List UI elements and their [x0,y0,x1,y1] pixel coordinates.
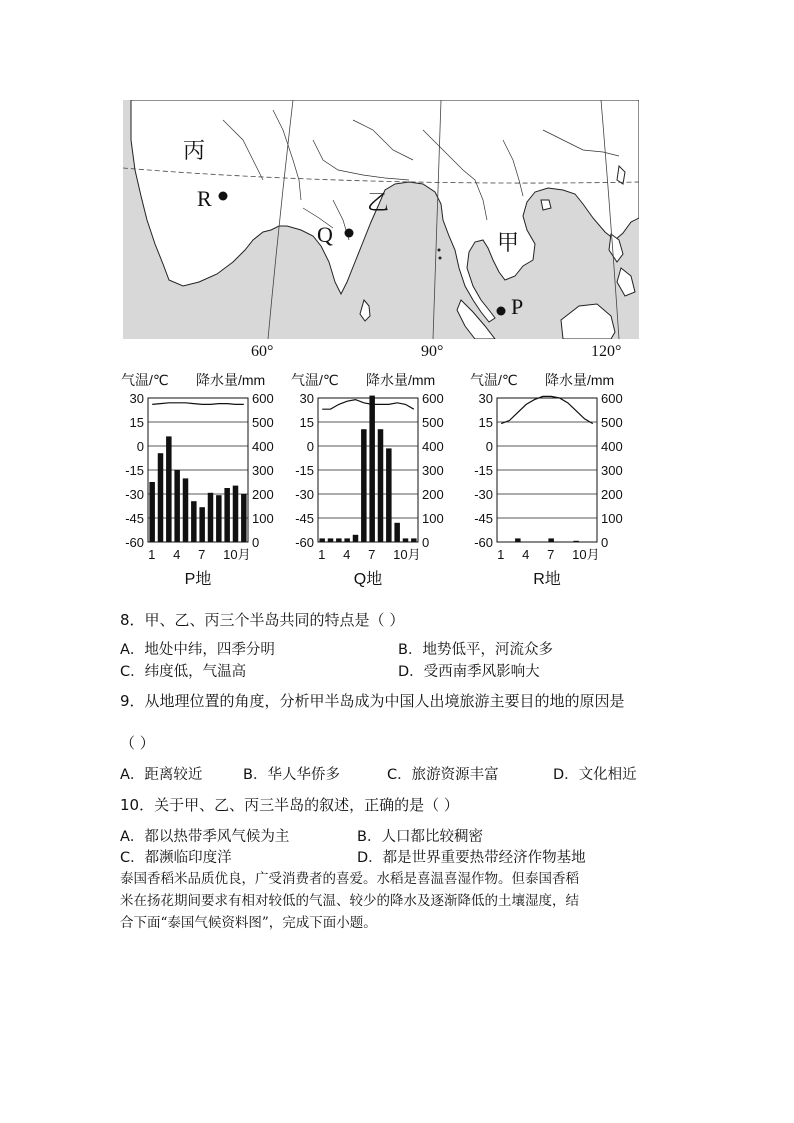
chart-precip-bar [353,535,359,542]
chart-title: P地 [184,571,212,588]
climate-chart-q [288,366,458,596]
question-10-option-c[interactable]: C．都濒临印度洋 [120,850,232,866]
chart-temperature-line [501,396,593,423]
chart-precip-bar [174,470,180,542]
chart-right-tick: 0 [601,535,609,550]
longitude-120: 120° [591,343,622,360]
chart-precip-bar [183,478,189,542]
chart-precip-bar [166,436,172,542]
chart-left-tick: -30 [295,487,314,502]
chart-precip-bar [191,501,197,542]
chart-right-tick: 600 [601,391,623,406]
chart-right-tick: 500 [422,415,444,430]
chart-precip-bar [149,482,154,542]
chart-precip-bar [361,429,367,542]
chart-right-tick: 400 [252,439,274,454]
south-asia-map [123,100,639,339]
chart-right-tick: 0 [422,535,430,550]
chart-precip-bar [241,494,247,542]
chart-left-tick: -45 [295,511,314,526]
chart-x-tick: 1 [148,547,156,562]
chart-precip-bar [515,538,521,542]
chart-precip-bar [224,488,230,542]
passage-line-1: 泰国香稻米品质优良，广受消费者的喜爱。水稻是喜温喜湿作物。但泰国香稻 [120,871,579,887]
chart-right-tick: 600 [252,391,274,406]
question-10-stem: 10．关于甲、乙、丙三半岛的叙述，正确的是（ ） [120,796,459,814]
question-9-stem: 9．从地理位置的角度，分析甲半岛成为中国人出境旅游主要目的地的原因是 [120,692,625,710]
chart-precip-bar [386,448,392,542]
label-yi: 乙 [367,190,390,215]
chart-right-tick: 100 [422,511,444,526]
chart-right-tick: 100 [601,511,623,526]
chart-precip-bar [199,507,205,542]
chart-title: R地 [533,571,561,588]
label-q: Q [317,222,333,247]
point-q-marker [345,229,354,238]
chart-left-tick: -30 [474,487,493,502]
question-9-option-d[interactable]: D．文化相近 [553,767,637,783]
chart-left-tick: 15 [129,415,144,430]
point-r-marker [219,192,228,201]
question-9-option-b[interactable]: B．华人华侨多 [243,767,340,783]
chart-precip-bar [369,396,375,542]
question-10-option-b[interactable]: B．人口都比较稠密 [357,829,483,845]
chart-left-tick: 30 [129,391,144,406]
chart-left-tick: 30 [478,391,493,406]
chart-precip-bar [328,538,334,542]
chart-right-tick: 300 [601,463,623,478]
chart-x-tick: 10月 [223,547,251,562]
chart-left-tick: 0 [136,439,144,454]
question-10-option-d[interactable]: D．都是世界重要热带经济作物基地 [357,850,586,866]
chart-left-tick: -45 [474,511,493,526]
chart-temperature-line [152,403,244,405]
chart-left-tick: -60 [295,535,314,550]
chart-right-tick: 0 [252,535,260,550]
chart-precip-bar [233,486,239,542]
chart-left-tick: 30 [299,391,314,406]
chart-x-tick: 1 [318,547,326,562]
label-jia: 甲 [497,230,520,255]
chart-right-tick: 100 [252,511,274,526]
question-9-paren: （ ） [120,734,155,752]
chart-x-tick: 7 [547,547,555,562]
chart-right-axis-title: 降水量/mm [196,372,266,388]
chart-x-tick: 4 [343,547,351,562]
chart-precip-bar [548,538,554,542]
chart-left-tick: 15 [478,415,493,430]
chart-left-tick: 15 [299,415,314,430]
chart-left-axis-title: 气温/℃ [291,372,339,388]
chart-x-tick: 10月 [393,547,421,562]
chart-precip-bar [403,538,409,542]
chart-precip-bar [344,538,350,542]
question-8-option-a[interactable]: A．地处中纬，四季分明 [120,642,275,658]
chart-right-tick: 400 [601,439,623,454]
chart-precip-bar [216,495,222,542]
chart-left-tick: -60 [125,535,144,550]
chart-precip-bar [336,538,342,542]
question-9-option-c[interactable]: C．旅游资源丰富 [387,767,499,783]
chart-right-tick: 200 [422,487,444,502]
label-bing: 丙 [183,138,206,163]
chart-left-axis-title: 气温/℃ [470,372,518,388]
passage-line-3: 合下面“泰国气候资料图”，完成下面小题。 [120,915,377,931]
question-8-option-b[interactable]: B．地势低平，河流众多 [398,642,553,658]
chart-x-tick: 10月 [572,547,600,562]
longitude-60: 60° [251,343,274,360]
chart-right-tick: 500 [601,415,623,430]
label-r: R [197,186,212,211]
chart-precip-bar [208,493,214,542]
chart-right-axis-title: 降水量/mm [545,372,615,388]
chart-left-tick: 0 [485,439,493,454]
chart-right-tick: 400 [422,439,444,454]
chart-x-tick: 4 [173,547,181,562]
chart-precip-bar [411,538,417,542]
chart-left-tick: -15 [474,463,493,478]
chart-x-tick: 7 [368,547,376,562]
question-8-stem: 8．甲、乙、丙三个半岛共同的特点是（ ） [120,611,405,629]
chart-right-axis-title: 降水量/mm [366,372,436,388]
chart-precip-bar [378,429,384,542]
chart-left-tick: -45 [125,511,144,526]
chart-left-tick: -15 [125,463,144,478]
chart-right-tick: 600 [422,391,444,406]
chart-right-tick: 200 [601,487,623,502]
longitude-90: 90° [421,343,444,360]
chart-right-tick: 300 [422,463,444,478]
question-8-option-c[interactable]: C．纬度低，气温高 [120,664,247,680]
chart-left-tick: -30 [125,487,144,502]
chart-title: Q地 [353,571,383,588]
chart-precip-bar [319,538,325,542]
chart-x-tick: 7 [198,547,206,562]
chart-left-axis-title: 气温/℃ [121,372,169,388]
chart-right-tick: 200 [252,487,274,502]
chart-x-tick: 4 [522,547,530,562]
question-8-option-d[interactable]: D．受西南季风影响大 [398,664,540,680]
chart-precip-bar [394,523,400,542]
question-9-option-a[interactable]: A．距离较近 [120,767,203,783]
map-hainan [541,200,551,210]
chart-right-tick: 500 [252,415,274,430]
climate-chart-p [118,366,288,596]
point-p-marker [497,307,506,316]
passage-line-2: 米在扬花期间要求有相对较低的气温、较少的降水及逐渐降低的土壤湿度，结 [120,893,579,909]
chart-temperature-line [322,400,414,410]
climate-chart-r [467,366,637,596]
chart-precip-bar [158,453,164,542]
chart-right-tick: 300 [252,463,274,478]
chart-left-tick: -60 [474,535,493,550]
chart-left-tick: 0 [306,439,314,454]
chart-x-tick: 1 [497,547,505,562]
label-p: P [511,294,524,319]
question-10-option-a[interactable]: A．都以热带季风气候为主 [120,829,290,845]
chart-left-tick: -15 [295,463,314,478]
